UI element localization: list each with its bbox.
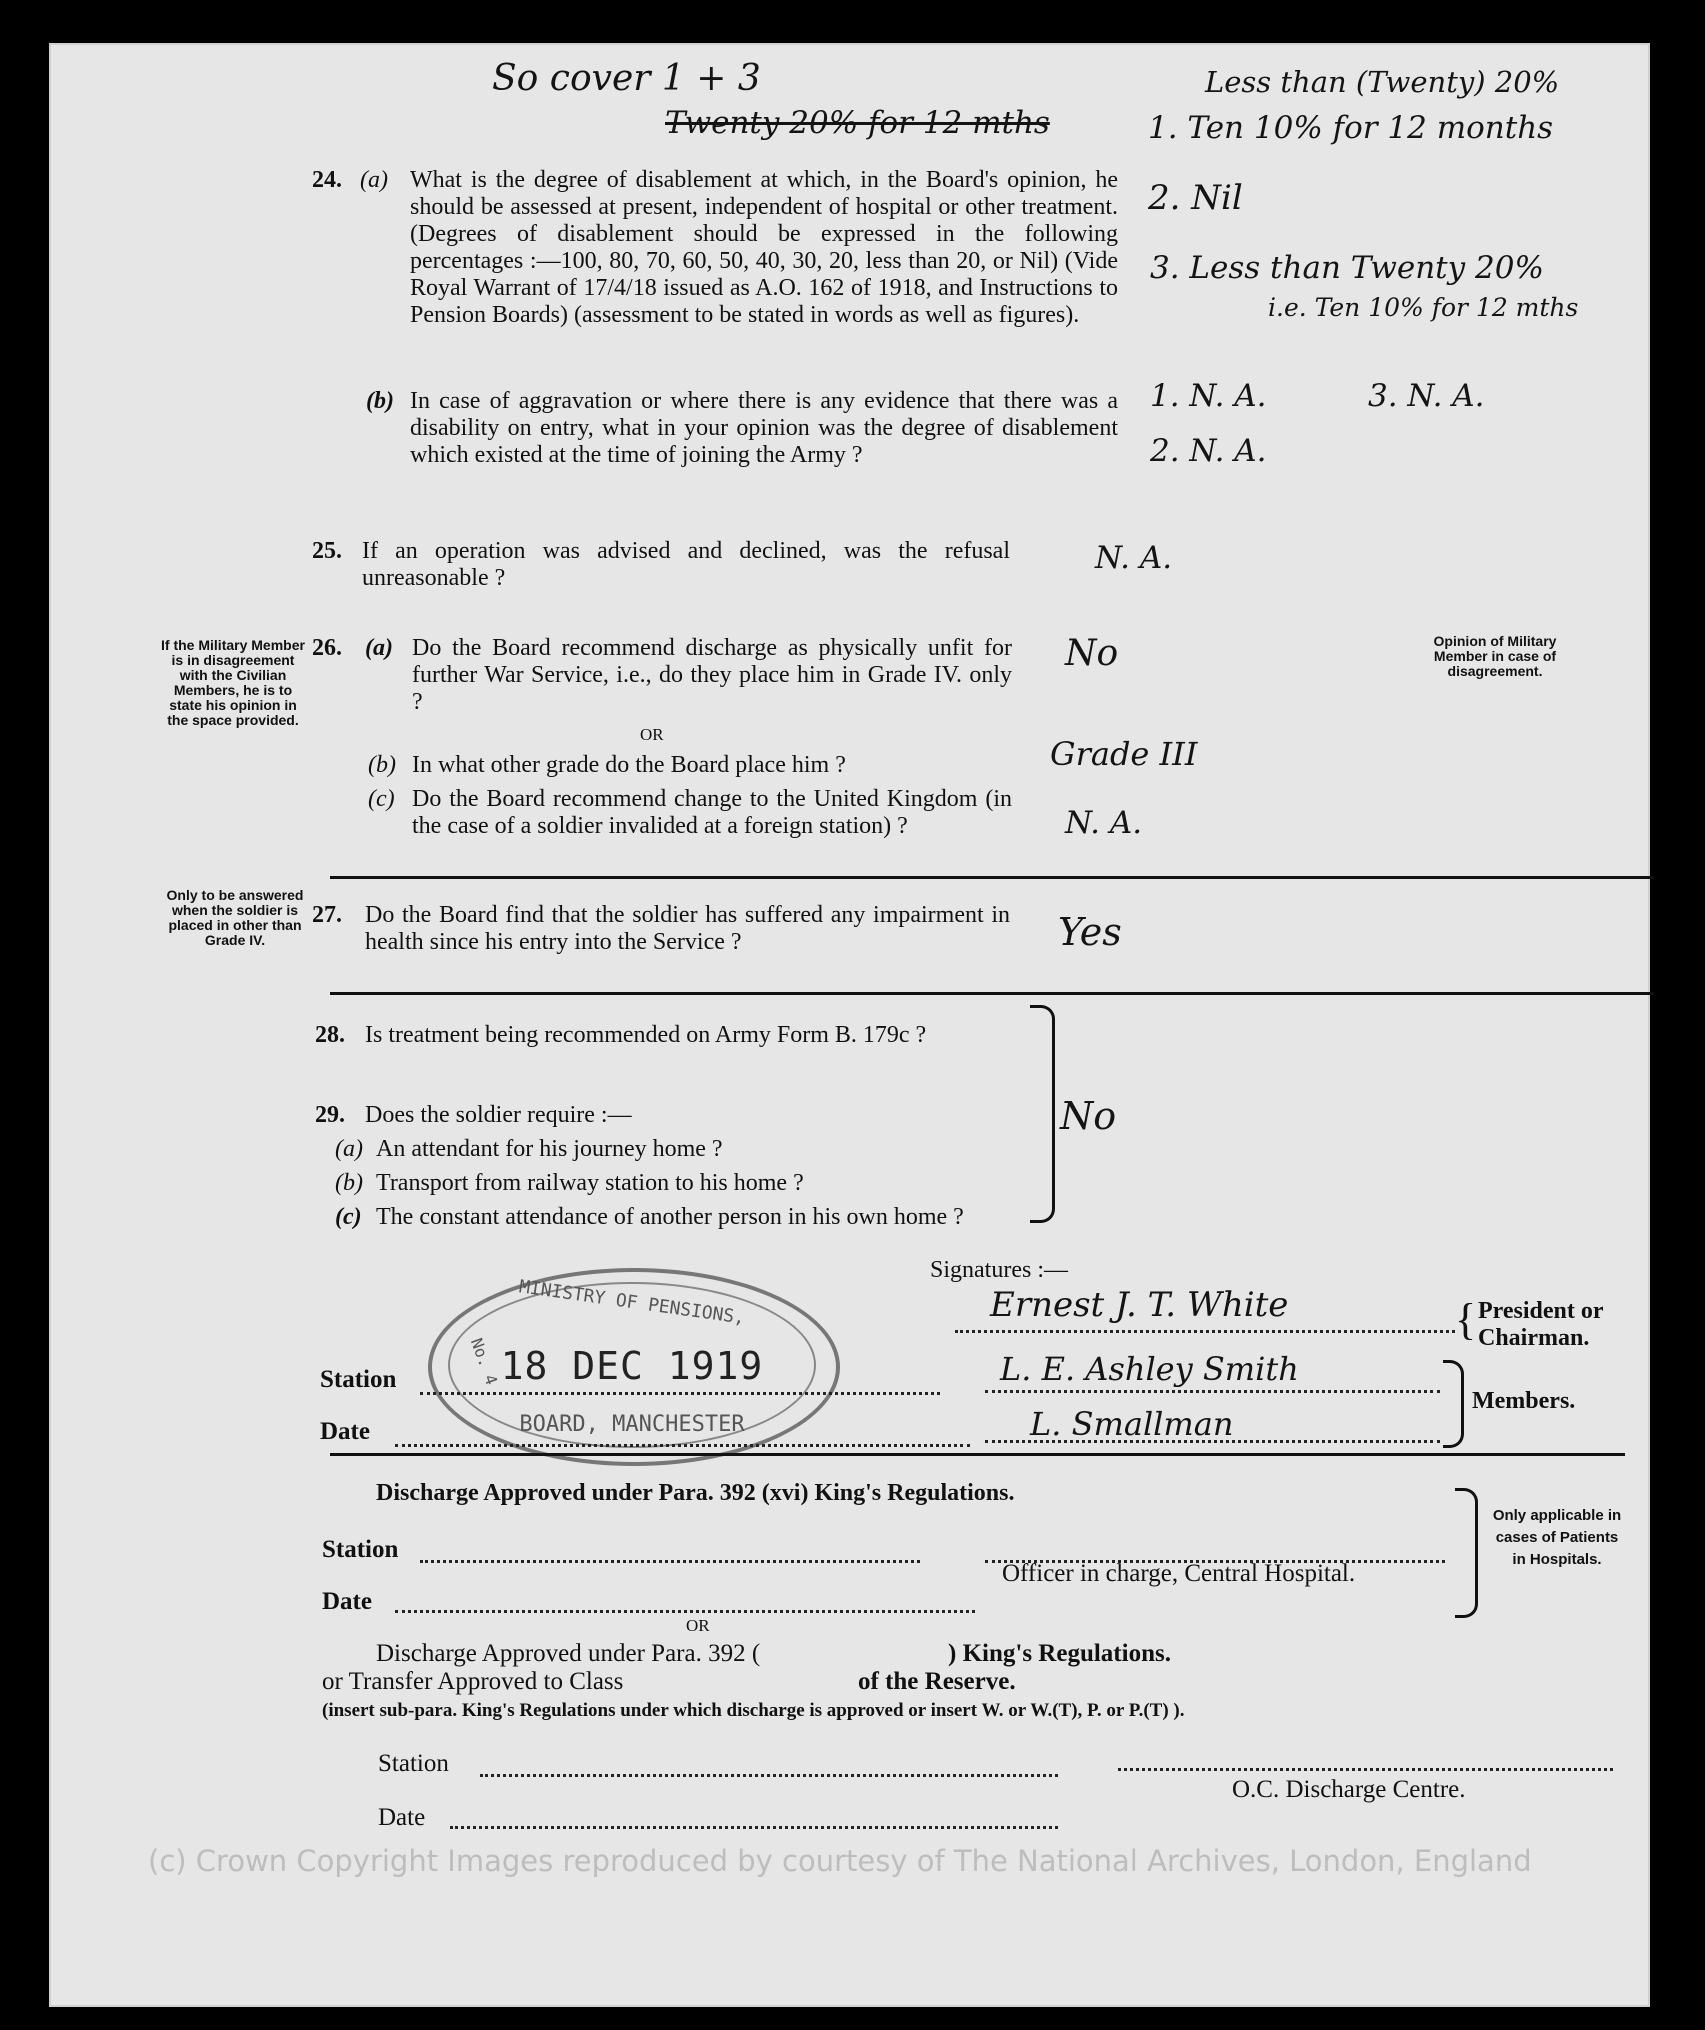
q24b-label: (b) [366,388,394,414]
handwritten-answer-24b-3: 3. N. A. [1368,378,1485,414]
discharge1-heading: Discharge Approved under Para. 392 (xvi) King's Regulations. [376,1480,1015,1506]
q26a-label: (a) [365,635,393,661]
stamp-date: 18 DEC 1919 [500,1344,764,1388]
handwritten-answer-24a-1: 1. Ten 10% for 12 months [1148,110,1554,146]
date-line [395,1444,970,1447]
stamp-left-text: No. 4 [466,1335,502,1388]
handwritten-answer-24b-2: 2. N. A. [1150,433,1267,469]
q27-text: Do the Board find that the soldier has suffered any impairment in health since his entry into the Service ? [365,902,1010,955]
president-signature: Ernest J. T. White [990,1285,1289,1325]
q29a-label: (a) [335,1136,363,1162]
members-label: Members. [1472,1388,1576,1414]
copyright-footer: (c) Crown Copyright Images reproduced by courtesy of The National Archives, London, England [148,1844,1532,1878]
q29-number: 29. [315,1102,345,1128]
discharge2-line2b: of the Reserve. [858,1668,1016,1695]
members-brace [1443,1360,1464,1448]
q26c-answer: N. A. [1065,805,1143,841]
handwritten-note-cover: So cover 1 + 3 [492,58,761,99]
q24a-label: (a) [360,167,388,193]
q26b-text: In what other grade do the Board place him ? [412,752,846,778]
discharge2-date-label: Date [378,1804,426,1831]
or-label: OR [686,1616,710,1635]
q27-side-note: Only to be answered when the soldier is placed in other than Grade IV. [166,887,304,948]
q26-side-note: If the Military Member is in disagreement with the Civilian Members, he is to state his opinion in the space provided. [161,637,305,728]
president-label-2: Chairman. [1478,1325,1590,1351]
q28-number: 28. [315,1022,345,1048]
q26-or: OR [640,725,664,744]
officer-label: Officer in charge, Central Hospital. [1002,1560,1356,1587]
hospital-brace [1455,1488,1478,1618]
discharge1-date-label: Date [322,1588,372,1615]
q26-number: 26. [312,635,342,661]
discharge1-station-label: Station [322,1536,399,1563]
answer-brace [1030,1005,1055,1223]
station-line [420,1392,940,1395]
q25-number: 25. [312,538,342,564]
q24b-text: In case of aggravation or where there is any evidence that there was a disability on entry, what in your opinion was the degree of disablement which existed at the time of joining the Army ? [410,388,1118,468]
divider-line [330,992,1654,995]
discharge2-line1a: Discharge Approved under Para. 392 ( [376,1640,761,1667]
discharge2-line1b: ) King's Regulations. [948,1640,1171,1667]
member1-signature: L. E. Ashley Smith [1000,1350,1299,1388]
q26b-label: (b) [368,752,396,778]
q29c-label: (c) [335,1204,362,1230]
discharge2-station-line [480,1774,1058,1777]
discharge2-line2a: or Transfer Approved to Class [322,1668,624,1695]
hospital-note: Only applicable in cases of Patients in Hospitals. [1492,1507,1622,1568]
q25-answer: N. A. [1095,540,1173,576]
signatures-heading: Signatures :— [930,1257,1068,1283]
handwritten-answer-24a-3: 3. Less than Twenty 20% [1150,250,1544,286]
q29b-text: Transport from railway station to his home ? [376,1170,804,1196]
oc-signature-line [1118,1768,1613,1771]
discharge2-instruction: (insert sub-para. King's Regulations under which discharge is approved or insert W. or W.(T), P. or P.(T) ). [322,1700,1185,1721]
member1-signature-line [985,1390,1440,1393]
q29-text: Does the soldier require :— [365,1102,632,1128]
president-signature-line [955,1330,1455,1333]
president-brace: { [1455,1295,1477,1344]
discharge2-station-label: Station [378,1750,449,1777]
q27-number: 27. [312,902,342,928]
q29c-text: The constant attendance of another person in his own home ? [376,1204,964,1230]
q28-29-answer: No [1060,1094,1117,1138]
handwritten-answer-24a-3b: i.e. Ten 10% for 12 mths [1268,293,1579,322]
president-label-1: President or [1478,1298,1604,1324]
q27-answer: Yes [1058,910,1122,954]
handwritten-less-than-twenty: Less than (Twenty) 20% [1205,65,1560,99]
q26c-text: Do the Board recommend change to the United Kingdom (in the case of a soldier invalided at a foreign station) ? [412,786,1012,839]
q25-text: If an operation was advised and declined, was the refusal unreasonable ? [362,538,1010,591]
handwritten-note-twenty: Twenty 20% for 12 mths [665,105,1050,141]
stamp-bottom-text: BOARD, MANCHESTER [519,1412,745,1437]
q26b-answer: Grade III [1050,735,1198,773]
military-member-opinion-note: Opinion of Military Member in case of disagreement. [1433,633,1557,679]
divider-line [330,1453,1625,1456]
ministry-stamp [428,1268,840,1466]
member2-signature: L. Smallman [1030,1405,1234,1443]
oc-label: O.C. Discharge Centre. [1232,1776,1466,1803]
divider-line [330,876,1654,879]
stamp-top-text: MINISTRY OF PENSIONS, [517,1276,747,1329]
q29b-label: (b) [335,1170,363,1196]
handwritten-answer-24b-1: 1. N. A. [1150,378,1267,414]
q24a-text: What is the degree of disablement at which, in the Board's opinion, he should be assessed at present, independent of hospital or other treatment. (Degrees of disablement should be expressed in the following percentages :—100, 80, 70, 60, 50, 40, 30, 20, less than 20, or Nil) (Vide Royal Warrant of 17/4/18 issued as A.O. 162 of 1918, and Instructions to Pension Boards) (assessment to be stated in words as well as figures). [410,167,1118,328]
q28-text: Is treatment being recommended on Army Form B. 179c ? [365,1022,927,1048]
q26a-answer: No [1065,633,1119,674]
q26c-label: (c) [368,786,395,812]
q26a-text: Do the Board recommend discharge as physically unfit for further War Service, i.e., do they place him in Grade IV. only ? [412,635,1012,715]
discharge2-date-line [450,1826,1058,1829]
date-label: Date [320,1418,370,1445]
q29a-text: An attendant for his journey home ? [376,1136,723,1162]
handwritten-answer-24a-2: 2. Nil [1148,178,1243,218]
discharge1-date-line [395,1610,975,1613]
q24-number: 24. [312,167,342,193]
station-label: Station [320,1366,397,1393]
discharge1-station-line [420,1560,920,1563]
